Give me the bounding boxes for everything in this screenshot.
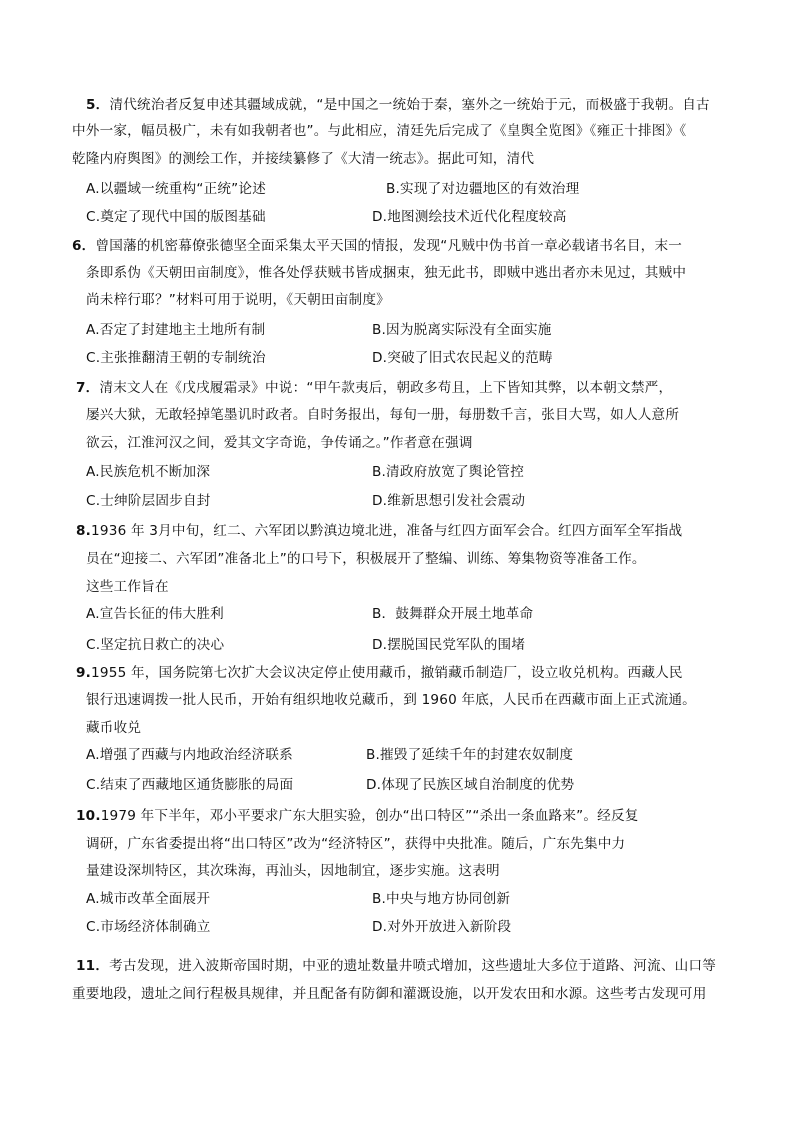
q11-line-1 bbox=[76, 957, 716, 975]
q8-option-c: C.坚定抗日救亡的决心 bbox=[86, 637, 225, 653]
q11-stem-2: 重要地段，遗址之间行程极具规律，并且配备有防御和灌溉设施，以开发农田和水源。这些考古发现可用 bbox=[72, 986, 707, 1002]
q7-option-a: A.民族危机不断加深 bbox=[86, 464, 211, 480]
q8-option-a: A.宣告长征的伟大胜利 bbox=[86, 606, 224, 622]
q8-option-d: D.摆脱国民党军队的围堵 bbox=[372, 637, 526, 653]
q10-option-b: B.中央与地方协同创新 bbox=[372, 891, 511, 907]
q10-stem-3: 量建设深圳特区，其次珠海，再汕头，因地制宜，逐步实施。这表明 bbox=[86, 863, 500, 879]
q7-option-d: D.维新思想引发社会震动 bbox=[372, 493, 526, 509]
q7-stem-2: 屡兴大狱，无敢轻掉笔墨讥时政者。自时务报出，每旬一册，每册数千言，张目大骂，如人人意所 bbox=[86, 407, 680, 423]
q9-option-d: D.体现了民族区域自治制度的优势 bbox=[366, 777, 575, 793]
q5-stem-3: 乾隆内府舆图》的测绘工作，并接续纂修了《大清一统志》。据此可知，清代 bbox=[72, 151, 535, 167]
q8-line-1 bbox=[76, 522, 682, 540]
q5-option-c: C.奠定了现代中国的版图基础 bbox=[86, 209, 266, 225]
q6-option-d: D.突破了旧式农民起义的范畴 bbox=[372, 350, 553, 366]
q6-stem-3: 尚未梓行耶？”材料可用于说明，《天朝田亩制度》 bbox=[86, 292, 390, 308]
q5-line-1 bbox=[86, 96, 710, 114]
q6-option-c: C.主张推翻清王朝的专制统治 bbox=[86, 350, 266, 366]
q6-number: 6． bbox=[72, 238, 96, 254]
q8-stem-3: 这些工作旨在 bbox=[86, 579, 169, 595]
q11-stem-1: 考古发现，进入波斯帝国时期，中亚的遗址数量井喷式增加，这些遗址大多位于道路、河流、山口等 bbox=[109, 958, 717, 974]
q5-stem-1: 清代统治者反复申述其疆域成就，“是中国之一统始于秦，塞外之一统始于元，而极盛于我朝。自古 bbox=[109, 97, 710, 113]
q5-number: 5． bbox=[86, 97, 110, 113]
q9-line-1 bbox=[76, 664, 683, 682]
q6-line-1 bbox=[72, 237, 682, 255]
q8-stem-2: 员在“迎接二、六军团”准备北上”的口号下，积极展开了整编、训练、筹集物资等准备工作。 bbox=[86, 551, 646, 567]
q10-option-c: C.市场经济体制确立 bbox=[86, 919, 211, 935]
q6-option-a: A.否定了封建地主土地所有制 bbox=[86, 322, 266, 338]
q9-number: 9. bbox=[76, 665, 92, 681]
q5-option-b: B.实现了对边疆地区的有效治理 bbox=[386, 181, 580, 197]
q9-option-b: B.摧毁了延续千年的封建农奴制度 bbox=[366, 747, 574, 763]
q7-line-1 bbox=[76, 379, 672, 397]
q5-option-d: D.地图测绘技术近代化程度较高 bbox=[372, 209, 567, 225]
q8-stem-1: 1936 年 3月中旬，红二、六军团以黔滇边境北进，准备与红四方面军会合。红四方面军全军指战 bbox=[91, 523, 683, 539]
q11-number: 11． bbox=[76, 958, 110, 974]
q7-stem-3: 欲云，江淮河汉之间，爱其文字奇诡，争传诵之。”作者意在强调 bbox=[86, 435, 473, 451]
q5-option-a: A.以疆域一统重构“正统”论述 bbox=[86, 181, 266, 197]
q10-line-1 bbox=[76, 807, 639, 825]
q7-option-c: C.士绅阶层固步自封 bbox=[86, 493, 211, 509]
q9-option-a: A.增强了西藏与内地政治经济联系 bbox=[86, 747, 293, 763]
q7-stem-1: 清末文人在《戊戌履霜录》中说：“甲午款夷后，朝政多苟且，上下皆知其弊，以本朝文禁严， bbox=[99, 380, 673, 396]
q8-number: 8. bbox=[76, 523, 92, 539]
q10-option-a: A.城市改革全面展开 bbox=[86, 891, 211, 907]
q10-option-d: D.对外开放进入新阶段 bbox=[372, 919, 512, 935]
q9-option-c: C.结束了西藏地区通货膨胀的局面 bbox=[86, 777, 294, 793]
q9-stem-2: 银行迅速调拨一批人民币，开始有组织地收兑藏币，到 1960 年底，人民币在西藏市面上正式流通。 bbox=[86, 692, 696, 708]
q6-option-b: B.因为脱离实际没有全面实施 bbox=[372, 322, 552, 338]
q10-stem-2: 调研，广东省委提出将“出口特区”改为“经济特区”，获得中央批准。随后，广东先集中力 bbox=[86, 836, 626, 852]
q7-number: 7． bbox=[76, 380, 100, 396]
q6-stem-2: 条即系伪《天朝田亩制度》，惟各处俘获贼书皆成捆束，独无此书，即贼中逃出者亦未见过，其贼中 bbox=[86, 265, 687, 281]
q7-option-b: B.清政府放宽了舆论管控 bbox=[372, 464, 524, 480]
q5-stem-2: 中外一家，幅员极广，未有如我朝者也”。与此相应，清廷先后完成了《皇舆全览图》《雍正十排图》《 bbox=[72, 123, 687, 139]
q10-stem-1: 1979 年下半年，邓小平要求广东大胆实验，创办“出口特区”“杀出一条血路来”。经反复 bbox=[100, 808, 639, 824]
q9-stem-3: 藏币收兑 bbox=[86, 720, 142, 736]
q6-stem-1: 曾国藩的机密幕僚张德坚全面采集太平天国的情报，发现“凡贼中伪书首一章必载诸书名目，末一 bbox=[95, 238, 683, 254]
q9-stem-1: 1955 年，国务院第七次扩大会议决定停止使用藏币，撤销藏币制造厂，设立收兑机构。西藏人民 bbox=[91, 665, 683, 681]
q8-option-b: B．鼓舞群众开展土地革命 bbox=[372, 606, 534, 622]
q10-number: 10. bbox=[76, 808, 101, 824]
